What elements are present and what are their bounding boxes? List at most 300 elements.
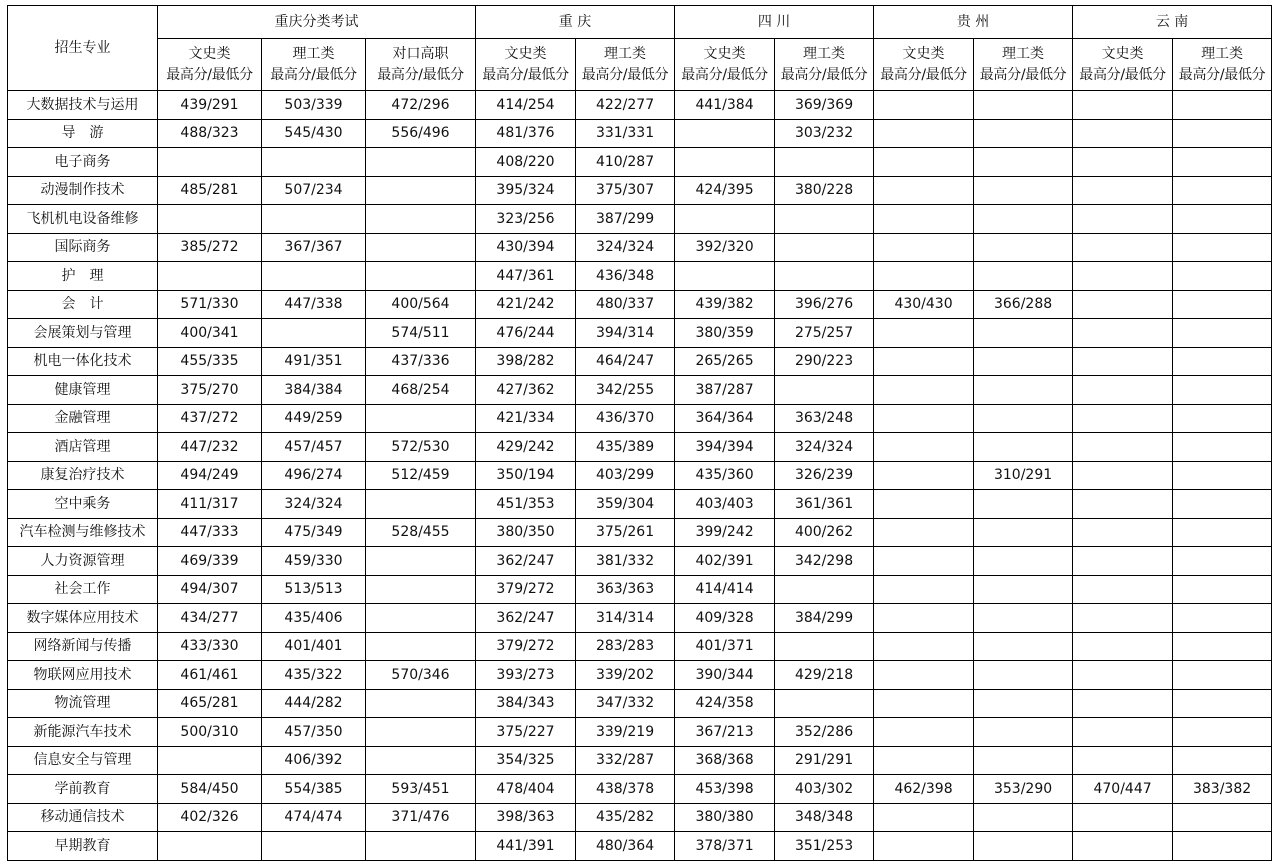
score-cell: 363/248 — [775, 404, 874, 433]
score-cell — [366, 689, 476, 718]
score-cell — [974, 148, 1073, 177]
score-cell: 406/392 — [262, 746, 366, 775]
score-cell: 411/317 — [158, 490, 262, 519]
major-name-cell: 人力资源管理 — [8, 547, 158, 576]
score-cell — [874, 433, 974, 462]
score-cell: 403/403 — [675, 490, 775, 519]
subheader-category: 理工类 — [803, 45, 846, 62]
score-cell — [974, 404, 1073, 433]
score-cell: 310/291 — [974, 461, 1073, 490]
header-group-guizhou: 贵 州 — [874, 6, 1073, 39]
score-cell: 324/324 — [775, 433, 874, 462]
score-cell: 402/391 — [675, 547, 775, 576]
major-name-cell: 网络新闻与传播 — [8, 632, 158, 661]
score-cell: 326/239 — [775, 461, 874, 490]
major-name-cell: 会展策划与管理 — [8, 319, 158, 348]
score-cell: 380/228 — [775, 176, 874, 205]
score-cell — [1173, 205, 1272, 234]
subheader-score-label: 最高分/最低分 — [979, 66, 1067, 83]
major-name-cell: 学前教育 — [8, 775, 158, 804]
subheader-score-label: 最高分/最低分 — [1079, 66, 1166, 83]
table-row — [8, 661, 1272, 690]
score-cell — [874, 547, 974, 576]
table-row — [8, 832, 1272, 861]
table-row — [8, 347, 1272, 376]
score-cell — [675, 119, 775, 148]
subheader-score-label: 最高分/最低分 — [166, 66, 253, 83]
score-cell — [1173, 689, 1272, 718]
score-cell — [366, 632, 476, 661]
score-cell — [1173, 433, 1272, 462]
score-cell — [1173, 490, 1272, 519]
score-cell — [874, 119, 974, 148]
score-cell — [874, 832, 974, 861]
table-row — [8, 433, 1272, 462]
score-cell — [1173, 290, 1272, 319]
score-cell — [974, 604, 1073, 633]
header-group-chongqing: 重 庆 — [476, 6, 675, 39]
subheader-cell — [775, 39, 874, 91]
major-name-cell: 导 游 — [8, 119, 158, 148]
score-cell — [1073, 119, 1173, 148]
score-cell: 400/564 — [366, 290, 476, 319]
score-cell — [974, 518, 1073, 547]
score-cell — [1173, 604, 1272, 633]
score-cell — [1073, 433, 1173, 462]
score-cell — [874, 404, 974, 433]
score-cell: 367/367 — [262, 233, 366, 262]
score-cell: 392/320 — [675, 233, 775, 262]
table-row — [8, 718, 1272, 747]
score-cell: 366/288 — [974, 290, 1073, 319]
table-row — [8, 547, 1272, 576]
header-group-chongqing-classified: 重庆分类考试 — [158, 6, 476, 39]
score-cell — [1173, 262, 1272, 291]
score-cell — [1173, 746, 1272, 775]
score-cell: 348/348 — [775, 803, 874, 832]
score-cell: 410/287 — [576, 148, 675, 177]
score-cell: 457/457 — [262, 433, 366, 462]
score-cell: 437/272 — [158, 404, 262, 433]
score-cell — [874, 347, 974, 376]
score-cell — [775, 575, 874, 604]
score-cell: 381/332 — [576, 547, 675, 576]
score-cell — [874, 233, 974, 262]
score-cell: 528/455 — [366, 518, 476, 547]
score-cell: 363/363 — [576, 575, 675, 604]
score-cell: 480/364 — [576, 832, 675, 861]
score-cell — [874, 518, 974, 547]
score-cell: 324/324 — [576, 233, 675, 262]
score-cell — [1073, 461, 1173, 490]
score-cell — [1073, 632, 1173, 661]
table-row — [8, 746, 1272, 775]
major-name-cell: 大数据技术与运用 — [8, 91, 158, 120]
score-cell: 554/385 — [262, 775, 366, 804]
table-row — [8, 604, 1272, 633]
score-cell: 451/353 — [476, 490, 576, 519]
table-row — [8, 376, 1272, 405]
score-cell — [366, 262, 476, 291]
score-cell: 342/255 — [576, 376, 675, 405]
score-cell: 513/513 — [262, 575, 366, 604]
score-cell — [974, 262, 1073, 291]
score-cell: 314/314 — [576, 604, 675, 633]
score-cell — [974, 632, 1073, 661]
major-name-cell: 机电一体化技术 — [8, 347, 158, 376]
score-cell: 500/310 — [158, 718, 262, 747]
score-cell — [775, 262, 874, 291]
score-cell — [262, 262, 366, 291]
score-cell — [874, 632, 974, 661]
score-cell: 441/391 — [476, 832, 576, 861]
score-cell — [874, 803, 974, 832]
score-cell: 478/404 — [476, 775, 576, 804]
score-cell: 362/247 — [476, 604, 576, 633]
score-cell — [675, 205, 775, 234]
score-cell — [366, 746, 476, 775]
score-cell — [1173, 832, 1272, 861]
score-cell: 436/370 — [576, 404, 675, 433]
score-cell: 375/307 — [576, 176, 675, 205]
score-cell: 400/341 — [158, 319, 262, 348]
subheader-cell — [366, 39, 476, 91]
score-cell — [1073, 689, 1173, 718]
score-cell — [874, 376, 974, 405]
score-cell — [775, 148, 874, 177]
score-cell — [1173, 119, 1272, 148]
score-cell: 408/220 — [476, 148, 576, 177]
score-cell — [1073, 832, 1173, 861]
subheader-score-label: 最高分/最低分 — [482, 66, 569, 83]
score-cell — [366, 205, 476, 234]
subheader-score-label: 最高分/最低分 — [377, 66, 464, 83]
score-cell: 395/324 — [476, 176, 576, 205]
subheader-category: 文史类 — [1101, 45, 1144, 62]
score-cell: 367/213 — [675, 718, 775, 747]
score-cell: 433/330 — [158, 632, 262, 661]
score-cell: 283/283 — [576, 632, 675, 661]
score-cell — [1073, 803, 1173, 832]
major-name-cell: 物联网应用技术 — [8, 661, 158, 690]
score-cell — [366, 148, 476, 177]
score-cell — [874, 205, 974, 234]
subheader-score-label: 最高分/最低分 — [780, 66, 868, 83]
score-cell: 437/336 — [366, 347, 476, 376]
score-cell: 430/394 — [476, 233, 576, 262]
score-cell: 584/450 — [158, 775, 262, 804]
score-cell — [366, 718, 476, 747]
score-cell — [1073, 518, 1173, 547]
score-cell: 447/333 — [158, 518, 262, 547]
score-cell: 465/281 — [158, 689, 262, 718]
score-cell: 485/281 — [158, 176, 262, 205]
major-name-cell: 金融管理 — [8, 404, 158, 433]
major-name-cell: 新能源汽车技术 — [8, 718, 158, 747]
score-cell: 453/398 — [675, 775, 775, 804]
score-cell — [1073, 205, 1173, 234]
score-cell: 354/325 — [476, 746, 576, 775]
score-cell: 474/474 — [262, 803, 366, 832]
score-cell: 350/194 — [476, 461, 576, 490]
table-row — [8, 290, 1272, 319]
table-row — [8, 518, 1272, 547]
score-cell: 359/304 — [576, 490, 675, 519]
score-cell — [158, 746, 262, 775]
subheader-cell — [1073, 39, 1173, 91]
score-cell: 462/398 — [874, 775, 974, 804]
score-cell: 449/259 — [262, 404, 366, 433]
subheader-cell — [476, 39, 576, 91]
subheader-cell — [262, 39, 366, 91]
table-row — [8, 319, 1272, 348]
score-cell: 593/451 — [366, 775, 476, 804]
score-cell: 470/447 — [1073, 775, 1173, 804]
subheader-category: 文史类 — [188, 45, 231, 62]
score-cell — [366, 832, 476, 861]
table-row — [8, 91, 1272, 120]
subheader-score-label: 最高分/最低分 — [880, 66, 967, 83]
score-cell — [874, 490, 974, 519]
score-cell: 362/247 — [476, 547, 576, 576]
score-cell — [874, 689, 974, 718]
score-cell: 371/476 — [366, 803, 476, 832]
major-name-cell: 电子商务 — [8, 148, 158, 177]
score-cell: 352/286 — [775, 718, 874, 747]
score-cell — [874, 262, 974, 291]
score-cell: 494/249 — [158, 461, 262, 490]
table-row — [8, 176, 1272, 205]
score-cell — [1073, 376, 1173, 405]
score-cell: 468/254 — [366, 376, 476, 405]
score-cell: 384/384 — [262, 376, 366, 405]
score-cell: 379/272 — [476, 575, 576, 604]
score-cell: 323/256 — [476, 205, 576, 234]
score-cell — [775, 233, 874, 262]
score-cell — [1073, 91, 1173, 120]
major-name-cell: 康复治疗技术 — [8, 461, 158, 490]
score-cell: 400/262 — [775, 518, 874, 547]
score-cell: 421/242 — [476, 290, 576, 319]
score-cell: 430/430 — [874, 290, 974, 319]
header-group-sichuan: 四 川 — [675, 6, 874, 39]
score-cell: 457/350 — [262, 718, 366, 747]
score-cell — [158, 262, 262, 291]
score-cell: 421/334 — [476, 404, 576, 433]
score-cell — [974, 661, 1073, 690]
score-cell — [974, 547, 1073, 576]
subheader-cell — [576, 39, 675, 91]
score-cell — [1173, 575, 1272, 604]
score-cell — [366, 547, 476, 576]
score-cell: 380/359 — [675, 319, 775, 348]
score-cell: 394/394 — [675, 433, 775, 462]
score-cell — [775, 376, 874, 405]
score-cell — [974, 347, 1073, 376]
score-cell — [1073, 319, 1173, 348]
score-cell — [974, 490, 1073, 519]
table-row — [8, 803, 1272, 832]
score-cell: 387/287 — [675, 376, 775, 405]
score-cell — [262, 205, 366, 234]
score-cell: 435/389 — [576, 433, 675, 462]
score-cell: 439/291 — [158, 91, 262, 120]
score-cell — [1173, 718, 1272, 747]
score-cell — [1073, 262, 1173, 291]
score-cell — [366, 176, 476, 205]
score-cell — [1173, 803, 1272, 832]
subheader-cell — [974, 39, 1073, 91]
score-cell — [1173, 91, 1272, 120]
score-cell: 469/339 — [158, 547, 262, 576]
score-cell — [974, 718, 1073, 747]
subheader-cell — [675, 39, 775, 91]
score-cell: 435/322 — [262, 661, 366, 690]
score-cell: 507/234 — [262, 176, 366, 205]
score-cell: 435/282 — [576, 803, 675, 832]
score-cell — [874, 604, 974, 633]
score-cell — [974, 176, 1073, 205]
score-cell — [1173, 376, 1272, 405]
score-cell: 364/364 — [675, 404, 775, 433]
score-cell — [775, 205, 874, 234]
score-cell: 339/219 — [576, 718, 675, 747]
score-cell: 429/242 — [476, 433, 576, 462]
score-cell — [366, 575, 476, 604]
score-cell — [1073, 233, 1173, 262]
subheader-score-label: 最高分/最低分 — [581, 66, 669, 83]
subheader-score-label: 最高分/最低分 — [681, 66, 768, 83]
score-cell — [158, 205, 262, 234]
header-group-yunnan: 云 南 — [1073, 6, 1272, 39]
score-cell — [974, 433, 1073, 462]
score-cell — [775, 632, 874, 661]
score-cell: 401/371 — [675, 632, 775, 661]
score-cell — [158, 148, 262, 177]
table-row — [8, 689, 1272, 718]
score-cell: 369/369 — [775, 91, 874, 120]
major-name-cell: 国际商务 — [8, 233, 158, 262]
score-cell: 571/330 — [158, 290, 262, 319]
major-name-cell: 汽车检测与维修技术 — [8, 518, 158, 547]
score-cell — [874, 319, 974, 348]
score-cell — [1173, 233, 1272, 262]
score-cell: 545/430 — [262, 119, 366, 148]
score-cell — [1073, 575, 1173, 604]
table-row — [8, 148, 1272, 177]
table-row — [8, 775, 1272, 804]
subheader-category: 理工类 — [1002, 45, 1045, 62]
table-row — [8, 205, 1272, 234]
score-cell — [1073, 661, 1173, 690]
major-name-cell: 社会工作 — [8, 575, 158, 604]
score-cell: 459/330 — [262, 547, 366, 576]
score-cell: 368/368 — [675, 746, 775, 775]
major-name-cell: 酒店管理 — [8, 433, 158, 462]
score-cell: 439/382 — [675, 290, 775, 319]
score-cell: 379/272 — [476, 632, 576, 661]
score-cell — [1073, 404, 1173, 433]
score-cell: 512/459 — [366, 461, 476, 490]
score-cell — [1173, 148, 1272, 177]
major-name-cell: 护 理 — [8, 262, 158, 291]
score-cell — [1173, 518, 1272, 547]
score-cell: 491/351 — [262, 347, 366, 376]
score-cell — [974, 91, 1073, 120]
score-cell — [974, 205, 1073, 234]
score-cell — [1073, 604, 1173, 633]
score-cell: 414/254 — [476, 91, 576, 120]
score-cell — [262, 832, 366, 861]
major-name-cell: 会 计 — [8, 290, 158, 319]
major-name-cell: 健康管理 — [8, 376, 158, 405]
score-cell — [974, 376, 1073, 405]
table-row — [8, 262, 1272, 291]
table-row — [8, 461, 1272, 490]
score-cell: 422/277 — [576, 91, 675, 120]
score-cell: 398/282 — [476, 347, 576, 376]
score-cell — [1173, 319, 1272, 348]
subheader-score-label: 最高分/最低分 — [270, 66, 357, 83]
major-name-cell: 早期教育 — [8, 832, 158, 861]
score-cell: 424/358 — [675, 689, 775, 718]
score-cell: 447/361 — [476, 262, 576, 291]
score-cell: 351/253 — [775, 832, 874, 861]
score-cell: 424/395 — [675, 176, 775, 205]
score-cell — [1173, 461, 1272, 490]
score-cell — [366, 604, 476, 633]
major-name-cell: 飞机机电设备维修 — [8, 205, 158, 234]
score-cell: 353/290 — [974, 775, 1073, 804]
score-cell — [974, 746, 1073, 775]
score-cell: 475/349 — [262, 518, 366, 547]
score-cell: 385/272 — [158, 233, 262, 262]
subheader-category: 对口高职 — [392, 45, 449, 62]
subheader-category: 理工类 — [292, 45, 335, 62]
subheader-score-label: 最高分/最低分 — [1178, 66, 1266, 83]
score-cell: 444/282 — [262, 689, 366, 718]
score-cell — [1073, 176, 1173, 205]
score-cell — [974, 575, 1073, 604]
score-cell: 394/314 — [576, 319, 675, 348]
score-cell: 384/343 — [476, 689, 576, 718]
subheader-category: 理工类 — [1201, 45, 1244, 62]
score-cell: 570/346 — [366, 661, 476, 690]
score-cell: 427/362 — [476, 376, 576, 405]
table-row — [8, 404, 1272, 433]
score-cell: 347/332 — [576, 689, 675, 718]
score-cell: 375/261 — [576, 518, 675, 547]
score-cell — [1173, 547, 1272, 576]
score-cell — [974, 803, 1073, 832]
header-major: 招生专业 — [8, 6, 158, 91]
score-cell: 572/530 — [366, 433, 476, 462]
table-row — [8, 632, 1272, 661]
score-cell: 464/247 — [576, 347, 675, 376]
score-cell — [1073, 490, 1173, 519]
score-cell: 476/244 — [476, 319, 576, 348]
score-cell: 447/338 — [262, 290, 366, 319]
score-cell: 403/302 — [775, 775, 874, 804]
score-cell: 435/406 — [262, 604, 366, 633]
score-cell — [974, 689, 1073, 718]
score-cell — [1173, 347, 1272, 376]
score-cell — [874, 176, 974, 205]
score-cell: 496/274 — [262, 461, 366, 490]
major-name-cell: 数字媒体应用技术 — [8, 604, 158, 633]
subheader-category: 文史类 — [902, 45, 945, 62]
score-cell: 481/376 — [476, 119, 576, 148]
